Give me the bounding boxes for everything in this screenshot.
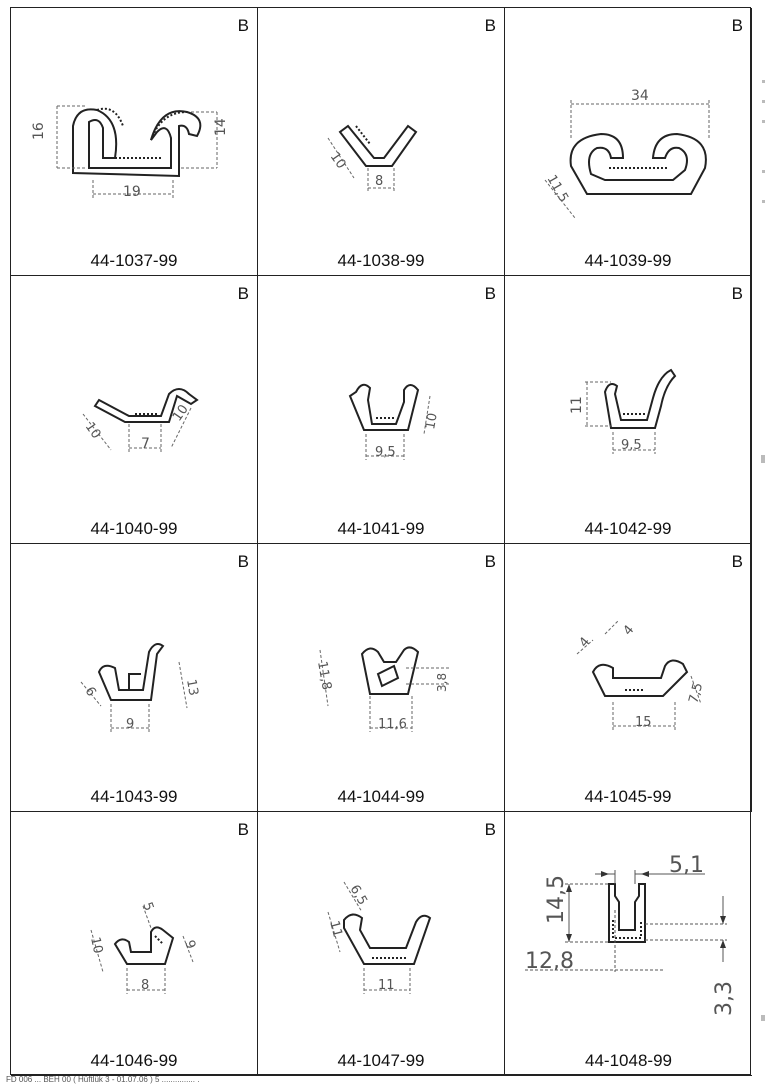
page-edge-marks <box>758 0 768 1083</box>
dimension-label: 10 <box>169 402 192 425</box>
product-cell <box>11 276 258 544</box>
dimension-label: 10 <box>87 935 106 956</box>
footer-note: FD 006 ... BEH 00 ( Hüftlük 3 - 01.07.06 ) 5 ............... . <box>6 1075 200 1084</box>
product-cell <box>505 544 752 812</box>
dimension-label: 11,6 <box>378 717 407 732</box>
dimension-label: 11,8 <box>314 660 334 692</box>
profile-drawing <box>258 812 505 1052</box>
part-number: 44-1044-99 <box>337 787 425 806</box>
dimension-label: 12,8 <box>525 949 574 974</box>
product-cell <box>258 812 505 1076</box>
dimension-label: 7,5 <box>686 681 707 706</box>
category-badge: B <box>731 16 743 35</box>
part-number: 44-1038-99 <box>337 251 425 270</box>
part-number: 44-1046-99 <box>90 1051 178 1070</box>
dimension-label: 9 <box>126 717 135 732</box>
category-badge: B <box>484 284 496 303</box>
dimension-label: 9 <box>181 938 199 952</box>
profile-drawing <box>11 812 258 1052</box>
dimension-label: 9,5 <box>375 445 396 460</box>
category-badge: B <box>237 552 249 571</box>
product-cell <box>258 8 505 276</box>
category-badge: B <box>237 820 249 839</box>
dimension-label: 3,8 <box>435 672 449 692</box>
category-badge: B <box>237 284 249 303</box>
part-number: 44-1041-99 <box>337 519 425 538</box>
dimension-label: 11 <box>569 396 585 414</box>
category-badge: B <box>237 16 249 35</box>
profile-drawing <box>11 544 258 784</box>
part-number: 44-1043-99 <box>90 787 178 806</box>
product-grid <box>10 7 751 1075</box>
profile-drawing <box>258 276 505 516</box>
product-cell <box>258 544 505 812</box>
category-badge: B <box>484 820 496 839</box>
dimension-label: 16 <box>31 122 47 140</box>
part-number: 44-1042-99 <box>584 519 672 538</box>
dimension-label: 10 <box>81 419 104 442</box>
dimension-label: 14 <box>213 118 229 136</box>
category-badge: B <box>484 552 496 571</box>
category-badge: B <box>731 284 743 303</box>
dimension-label: 34 <box>631 88 649 104</box>
profile-drawing <box>11 8 258 248</box>
part-number: 44-1048-99 <box>585 1051 672 1070</box>
dimension-label: 19 <box>123 184 141 200</box>
profile-drawing <box>505 812 752 1052</box>
product-cell <box>11 8 258 276</box>
product-cell <box>505 812 752 1076</box>
dimension-label: 4 <box>620 622 638 639</box>
product-cell <box>11 544 258 812</box>
dimension-label: 5 <box>139 900 157 914</box>
profile-drawing <box>505 544 752 784</box>
dimension-label: 11,5 <box>543 172 572 206</box>
part-number: 44-1039-99 <box>584 251 672 270</box>
product-cell <box>505 8 752 276</box>
part-number: 44-1045-99 <box>584 787 672 806</box>
dimension-label: 5,1 <box>669 853 704 878</box>
product-cell <box>258 276 505 544</box>
dimension-label: 14,5 <box>544 875 569 924</box>
profile-drawing <box>505 276 752 516</box>
profile-drawing <box>258 544 505 784</box>
part-number: 44-1037-99 <box>90 251 178 270</box>
dimension-label: 4 <box>576 634 594 651</box>
part-number: 44-1040-99 <box>90 519 178 538</box>
product-cell <box>505 276 752 544</box>
profile-drawing <box>505 8 752 248</box>
dimension-label: 3,3 <box>712 981 737 1016</box>
dimension-label: 13 <box>183 678 201 697</box>
dimension-label: 6,5 <box>346 882 370 908</box>
dimension-label: 8 <box>141 978 150 993</box>
category-badge: B <box>731 552 743 571</box>
dimension-label: 11 <box>378 978 395 993</box>
dimension-label: 9,5 <box>621 438 642 453</box>
product-cell <box>11 812 258 1076</box>
profile-drawing <box>11 276 258 516</box>
dimension-label: 15 <box>635 715 652 730</box>
dimension-label: 8 <box>375 174 384 189</box>
category-badge: B <box>484 16 496 35</box>
dimension-label: 10 <box>423 411 441 431</box>
part-number: 44-1047-99 <box>337 1051 425 1070</box>
dimension-label: 11 <box>326 919 345 940</box>
dimension-label: 10 <box>326 149 349 172</box>
profile-drawing <box>258 8 505 248</box>
dimension-label: 7 <box>141 436 150 452</box>
dimension-label: 6 <box>81 684 99 700</box>
